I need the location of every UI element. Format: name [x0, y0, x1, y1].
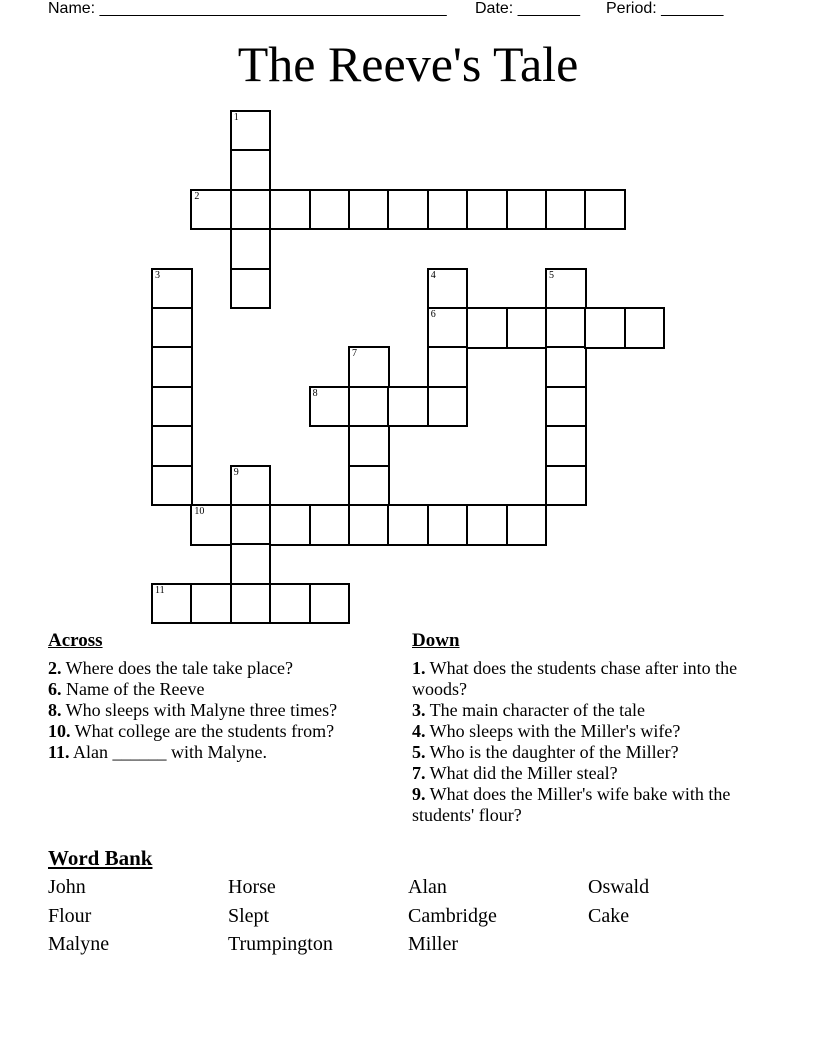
clue-number: 9	[233, 466, 239, 478]
clue-number-label: 3.	[412, 700, 426, 720]
crossword-cell[interactable]	[230, 149, 272, 191]
across-clue	[48, 679, 393, 700]
word-bank-heading: Word Bank	[48, 846, 153, 870]
crossword-cell[interactable]	[545, 425, 587, 467]
word-bank-item: John	[48, 876, 86, 898]
crossword-cell[interactable]	[427, 504, 469, 546]
clue-number-label: 5.	[412, 742, 426, 762]
across-heading: Across	[48, 630, 103, 651]
crossword-cell[interactable]	[545, 189, 587, 231]
crossword-cell[interactable]	[466, 189, 508, 231]
clue-number: 11	[155, 584, 165, 596]
crossword-cell[interactable]	[151, 465, 193, 507]
crossword-cell[interactable]	[309, 583, 351, 625]
clue-number: 6	[430, 309, 436, 320]
crossword-cell[interactable]	[151, 386, 193, 428]
down-clue	[412, 742, 757, 763]
clue-number: 2	[194, 190, 200, 202]
crossword-cell[interactable]	[190, 583, 232, 625]
word-bank-item: Slept	[228, 905, 270, 927]
crossword-cell[interactable]	[506, 504, 548, 546]
across-clue	[48, 700, 393, 721]
word-bank-item: Trumpington	[228, 933, 333, 955]
date-field[interactable]: Date: _______	[475, 0, 580, 17]
down-clue	[412, 721, 757, 742]
crossword-cell[interactable]	[151, 268, 193, 310]
crossword-cell[interactable]	[269, 583, 311, 625]
across-clue	[48, 742, 393, 763]
crossword-cell[interactable]	[545, 268, 587, 310]
crossword-cell[interactable]	[387, 504, 429, 546]
down-clue	[412, 700, 757, 721]
clue-text: Name of the Reeve	[61, 679, 205, 699]
clue-number: 1	[233, 112, 239, 123]
across-clues	[48, 630, 393, 763]
across-clue	[48, 658, 393, 679]
crossword-cell[interactable]	[348, 465, 390, 507]
crossword-cell[interactable]	[230, 110, 272, 152]
crossword-cell[interactable]	[230, 189, 272, 231]
clue-text: Who sleeps with Malyne three times?	[61, 700, 338, 720]
word-bank-item: Alan	[408, 876, 447, 898]
crossword-cell[interactable]	[584, 307, 626, 349]
clue-number-label: 10.	[48, 721, 71, 741]
crossword-cell[interactable]	[348, 425, 390, 467]
crossword-cell[interactable]	[545, 307, 587, 349]
crossword-cell[interactable]	[387, 189, 429, 231]
clue-text: Alan ______ with Malyne.	[69, 742, 267, 762]
crossword-cell[interactable]	[151, 307, 193, 349]
down-heading: Down	[412, 630, 460, 651]
word-bank-item: Cake	[588, 905, 630, 927]
clue-number-label: 7.	[412, 763, 426, 783]
crossword-cell[interactable]	[624, 307, 666, 349]
clue-number-label: 11.	[48, 742, 70, 762]
down-clue	[412, 658, 757, 700]
name-field[interactable]: Name: _______________________________________	[48, 0, 447, 17]
word-bank-item: Malyne	[48, 933, 110, 955]
clue-text: What does the Miller's wife bake with the students' flour?	[412, 784, 731, 825]
crossword-cell[interactable]	[151, 425, 193, 467]
crossword-cell[interactable]	[348, 386, 390, 428]
clue-number: 10	[194, 506, 205, 517]
crossword-cell[interactable]	[309, 189, 351, 231]
word-bank-item: Flour	[48, 905, 92, 927]
clue-text: What college are the students from?	[70, 721, 335, 741]
crossword-cell[interactable]	[230, 543, 272, 585]
word-bank-item: Cambridge	[408, 905, 497, 927]
period-field[interactable]: Period: _______	[606, 0, 724, 17]
clue-number: 4	[430, 269, 436, 281]
clue-text: What did the Miller steal?	[425, 763, 618, 783]
clue-text: What does the students chase after into the woods?	[412, 658, 738, 699]
crossword-cell[interactable]	[230, 465, 272, 507]
crossword-cell[interactable]	[230, 228, 272, 270]
crossword-cell[interactable]	[545, 346, 587, 388]
crossword-cell[interactable]	[584, 189, 626, 231]
crossword-cell[interactable]	[427, 189, 469, 231]
clue-text: Where does the tale take place?	[61, 658, 294, 678]
clue-number-label: 9.	[412, 784, 426, 804]
crossword-cell[interactable]	[348, 504, 390, 546]
crossword-cell[interactable]	[427, 346, 469, 388]
crossword-cell[interactable]	[230, 268, 272, 310]
crossword-cell[interactable]	[545, 465, 587, 507]
clue-number-label: 2.	[48, 658, 62, 678]
clue-number-label: 6.	[48, 679, 62, 699]
clue-number: 5	[549, 269, 554, 281]
clue-text: The main character of the tale	[425, 700, 646, 720]
crossword-cell[interactable]	[269, 504, 311, 546]
clue-number-label: 8.	[48, 700, 62, 720]
down-clue	[412, 784, 757, 826]
down-clues	[412, 630, 757, 826]
word-bank-item: Miller	[408, 933, 458, 955]
crossword-cell[interactable]	[348, 346, 390, 388]
clue-text: Who is the daughter of the Miller?	[425, 742, 679, 762]
word-bank-item: Horse	[228, 876, 276, 898]
crossword-cell[interactable]	[427, 307, 469, 349]
crossword-cell[interactable]	[309, 504, 351, 546]
clue-number: 3	[155, 269, 160, 281]
crossword-cell[interactable]	[466, 504, 508, 546]
crossword-cell[interactable]	[309, 386, 351, 428]
crossword-cell[interactable]	[545, 386, 587, 428]
crossword-cell[interactable]	[230, 583, 272, 625]
across-clue	[48, 721, 393, 742]
page-title: The Reeve's Tale	[237, 36, 579, 92]
crossword-cell[interactable]	[466, 307, 508, 349]
crossword-cell[interactable]	[230, 504, 272, 546]
crossword-cell[interactable]	[506, 307, 548, 349]
word-bank-item: Oswald	[588, 876, 650, 898]
crossword-cell[interactable]	[190, 504, 232, 546]
crossword-cell[interactable]	[151, 346, 193, 388]
clue-number: 8	[312, 387, 318, 399]
clue-number-label: 4.	[412, 721, 426, 741]
crossword-cell[interactable]	[190, 189, 232, 231]
down-clue	[412, 763, 757, 784]
crossword-cell[interactable]	[151, 583, 193, 625]
clue-number-label: 1.	[412, 658, 426, 678]
crossword-cell[interactable]	[348, 189, 390, 231]
crossword-cell[interactable]	[427, 386, 469, 428]
crossword-cell[interactable]	[427, 268, 469, 310]
crossword-cell[interactable]	[269, 189, 311, 231]
clue-number: 7	[352, 348, 357, 360]
crossword-cell[interactable]	[387, 386, 429, 428]
crossword-cell[interactable]	[506, 189, 548, 231]
clue-text: Who sleeps with the Miller's wife?	[425, 721, 681, 741]
